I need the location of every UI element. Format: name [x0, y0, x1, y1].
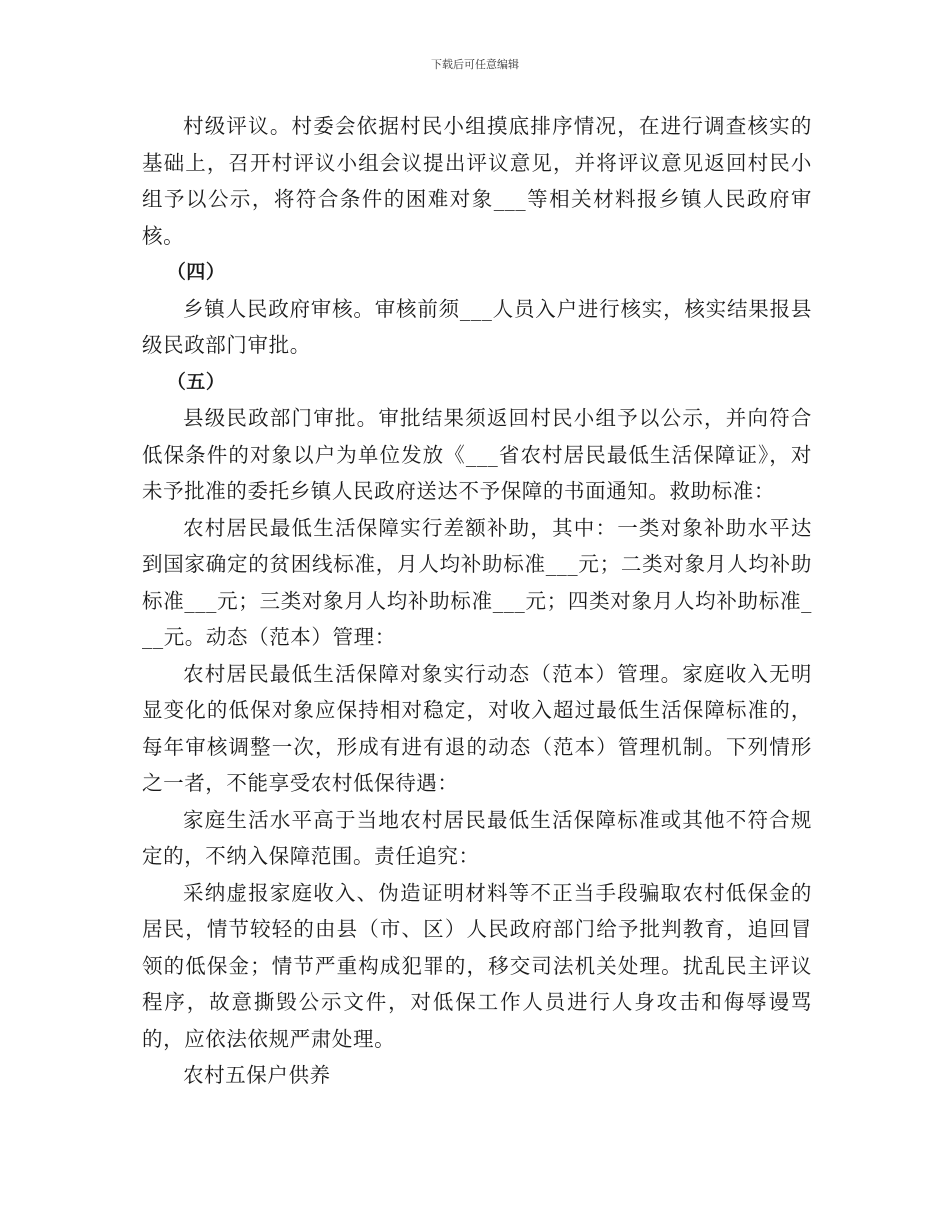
paragraph-township-review: 乡镇人民政府审核。审核前须___人员入户进行核实，核实结果报县级民政部门审批。 — [142, 296, 812, 357]
page-header: 下载后可任意编辑 — [431, 58, 519, 71]
paragraph-accountability: 采纳虚报家庭收入、伪造证明材料等不正当手段骗取农村低保金的居民，情节较轻的由县（市、区）人民政府部门给予批判教育，追回冒领的低保金；情节严重构成犯罪的，移交司法机关处理。扰乱民主评议程序，故意撕毁公示文件，对低保工作人员进行人身攻击和侮辱谩骂的，应依法依规严肃处理。 — [142, 880, 812, 1051]
paragraph-village-review: 村级评议。村委会依据村民小组摸底排序情况，在进行调查核实的基础上，召开村评议小组会议提出评议意见，并将评议意见返回村民小组予以公示，将符合条件的困难对象___等相关材料报乡镇人民政府审核。 — [142, 114, 812, 248]
paragraph-exclusion: 家庭生活水平高于当地农村居民最低生活保障标准或其他不符合规定的，不纳入保障范围。责任追究： — [142, 807, 812, 868]
paragraph-aid-standard: 农村居民最低生活保障实行差额补助，其中：一类对象补助水平达到国家确定的贫困线标准，月人均补助标准___元；二类对象月人均补助标准___元；三类对象月人均补助标准___元；四类对象月人均补助标准___元。动态（范本）管理： — [142, 515, 812, 649]
document-body — [142, 108, 812, 1094]
paragraph-county-approval: 县级民政部门审批。审批结果须返回村民小组予以公示，并向符合低保条件的对象以户为单位发放《___省农村居民最低生活保障证》，对未予批准的委托乡镇人民政府送达不予保障的书面通知。救助标准： — [142, 406, 812, 503]
paragraph-dynamic-management: 农村居民最低生活保障对象实行动态（范本）管理。家庭收入无明显变化的低保对象应保持相对稳定，对收入超过最低生活保障标准的，每年审核调整一次，形成有进有退的动态（范本）管理机制。下列情形之一者，不能享受农村低保待遇： — [142, 661, 812, 795]
paragraph-five-guarantee: 农村五保户供养 — [183, 1063, 331, 1087]
section-heading-five: （五） — [166, 370, 226, 393]
section-heading-four: （四） — [166, 261, 226, 283]
